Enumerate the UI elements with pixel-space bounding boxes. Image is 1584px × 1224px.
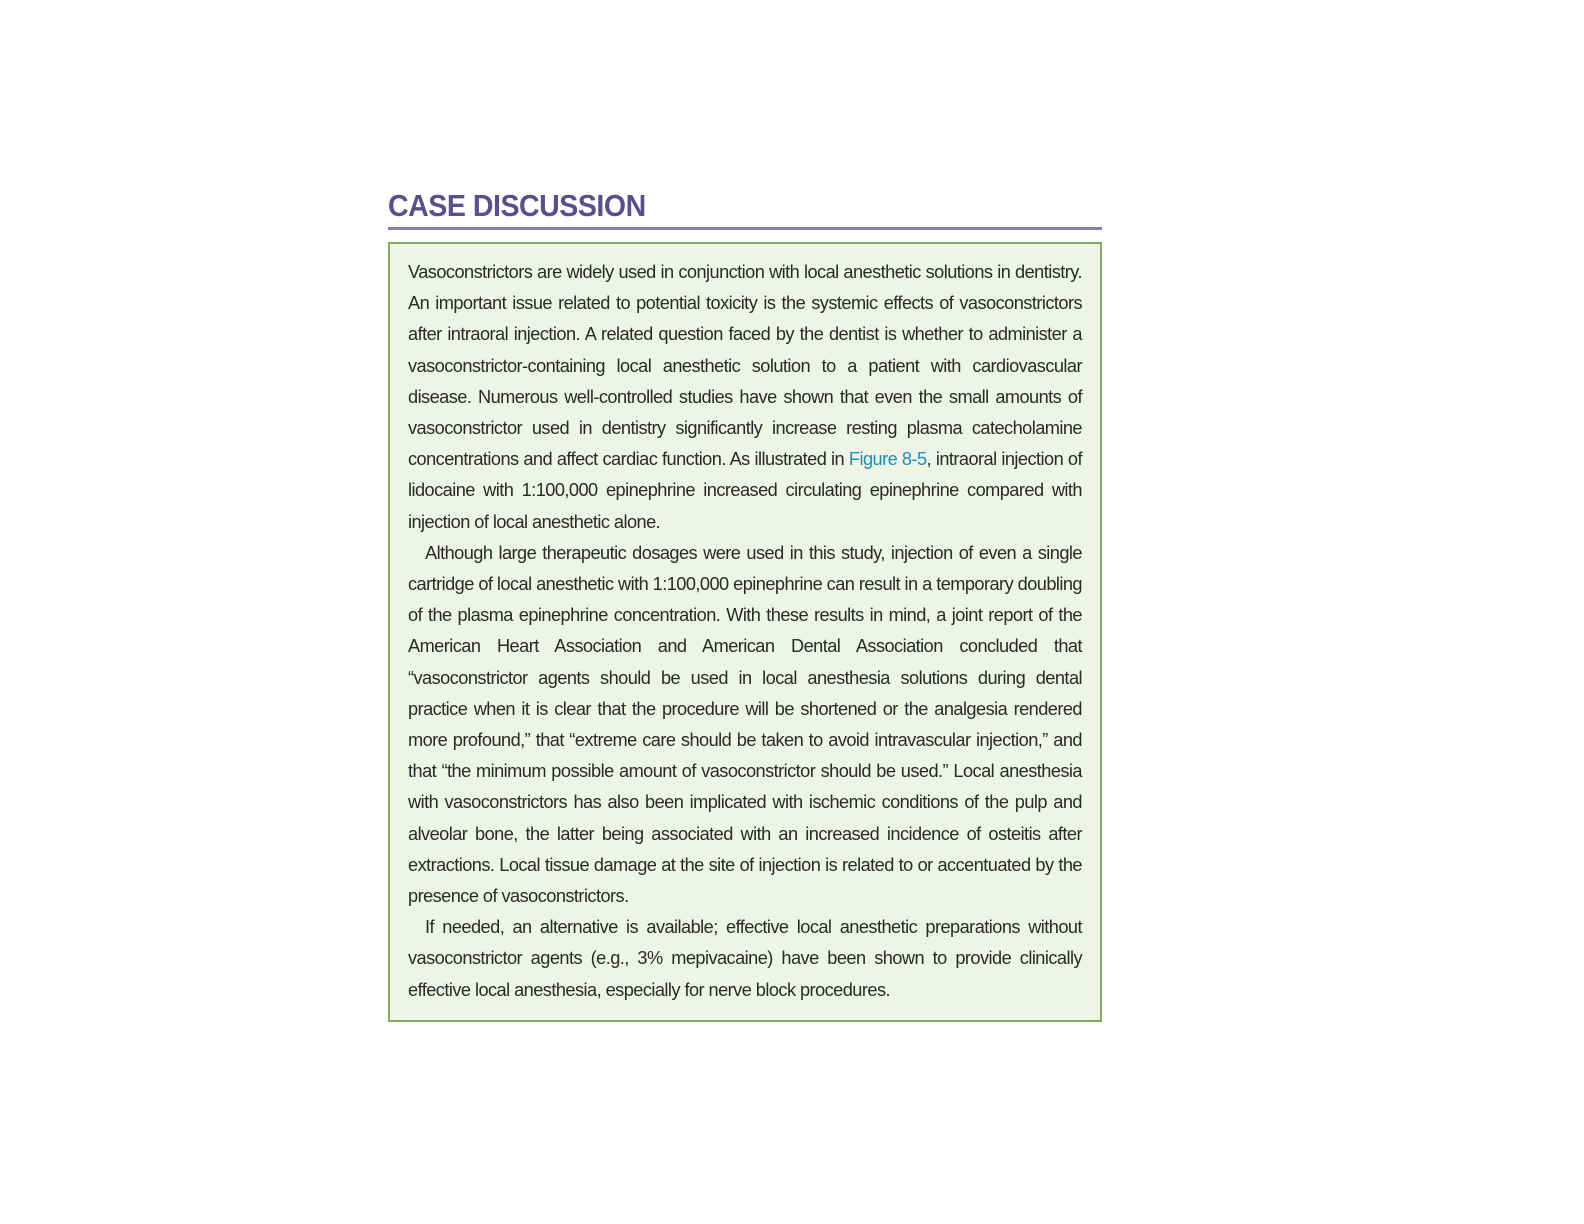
case-discussion-section bbox=[388, 188, 1102, 1022]
paragraph-1-text-after-link: , intraoral injection of lidocaine with 1:100,000 epinephrine increased circulating epinephrine compared with injection of local anesthetic alone. bbox=[408, 449, 1082, 532]
paragraph-1 bbox=[408, 257, 1082, 538]
case-discussion-box bbox=[388, 242, 1102, 1022]
paragraph-3: If needed, an alternative is available; effective local anesthetic preparations without vasoconstrictor agents (e.g., 3% mepivacaine) have been shown to provide clinically effective local anesthesia, especially for nerve block procedures. bbox=[408, 917, 1082, 1000]
paragraph-1-text-before-link: Vasoconstrictors are widely used in conjunction with local anesthetic solutions in dentistry. An important issue related to potential toxicity is the systemic effects of vasoconstrictors after intraoral injection. A related question faced by the dentist is whether to administer a vasoconstrictor-containing local anesthetic solution to a patient with cardiovascular disease. Numerous well-controlled studies have shown that even the small amounts of vasoconstrictor used in dentistry significantly increase resting plasma catecholamine concentrations and affect cardiac function. As illustrated in bbox=[408, 262, 1082, 470]
heading-divider bbox=[388, 227, 1102, 230]
paragraph-2: Although large therapeutic dosages were used in this study, injection of even a single cartridge of local anesthetic with 1:100,000 epinephrine can result in a temporary doubling of the plasma epinephrine concentration. With these results in mind, a joint report of the American Heart Association and American Dental Association concluded that “vasoconstrictor agents should be used in local anesthesia solutions during dental practice when it is clear that the procedure will be shortened or the analgesia rendered more profound,” that “extreme care should be taken to avoid intravascular injection,” and that “the minimum possible amount of vasoconstrictor should be used.” Local anesthesia with vasoconstrictors has also been implicated with ischemic conditions of the pulp and alveolar bone, the latter being associated with an increased incidence of osteitis after extractions. Local tissue damage at the site of injection is related to or accentuated by the presence of vasoconstrictors. bbox=[408, 542, 1082, 907]
section-heading: CASE DISCUSSION bbox=[388, 188, 646, 223]
figure-reference-link[interactable]: Figure 8-5 bbox=[848, 449, 927, 470]
